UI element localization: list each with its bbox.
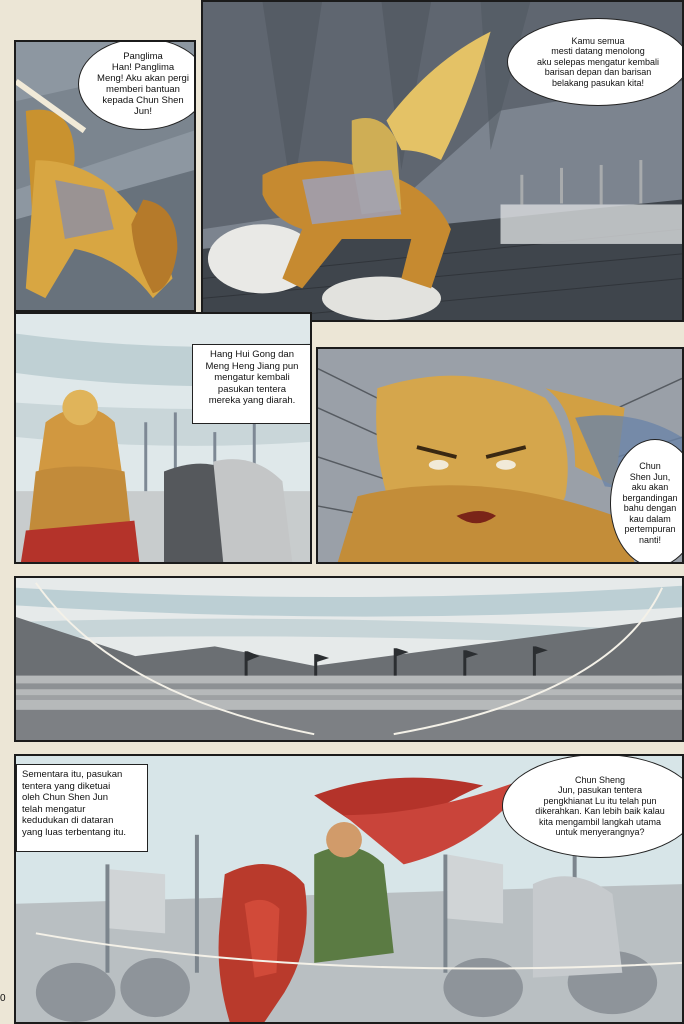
speech-bubble: Chun Shen Jun, aku akan bergandingan bahu dengan kau dalam pertempuran nanti! — [610, 439, 684, 564]
panel-4-general-closeup — [316, 347, 684, 564]
speech-bubble: Kamu semua mesti datang menolong aku selepas mengatur kembali barisan depan dan barisan belakang pasukan kita! — [507, 18, 684, 106]
narration-caption: Sementara itu, pasukan tentera yang diketuai oleh Chun Shen Jun telah mengatur kedudukan di dataran yang luas terbentang itu. — [16, 764, 148, 852]
panel-6-red-haired-rider — [14, 754, 684, 1024]
page-number: 0 — [0, 993, 6, 1004]
speech-bubble: Chun Sheng Jun, pasukan tentera pengkhianat Lu itu telah pun dikerahkan. Kan lebih baik kalau kita mengambil langkah utama untuk menyerangnya? — [502, 754, 684, 858]
panel-3-soldiers-regroup — [14, 312, 312, 564]
panel-2-rider-charging — [201, 0, 684, 322]
speech-bubble: Panglima Han! Panglima Meng! Aku akan pergi memberi bantuan kepada Chun Shen Jun! — [78, 40, 196, 130]
panel-5-art — [16, 578, 682, 740]
narration-caption: Hang Hui Gong dan Meng Heng Jiang pun mengatur kembali pasukan tentera mereka yang diarah. — [192, 344, 312, 424]
panel-1-general-on-horse — [14, 40, 196, 312]
panel-5-army-panorama — [14, 576, 684, 742]
